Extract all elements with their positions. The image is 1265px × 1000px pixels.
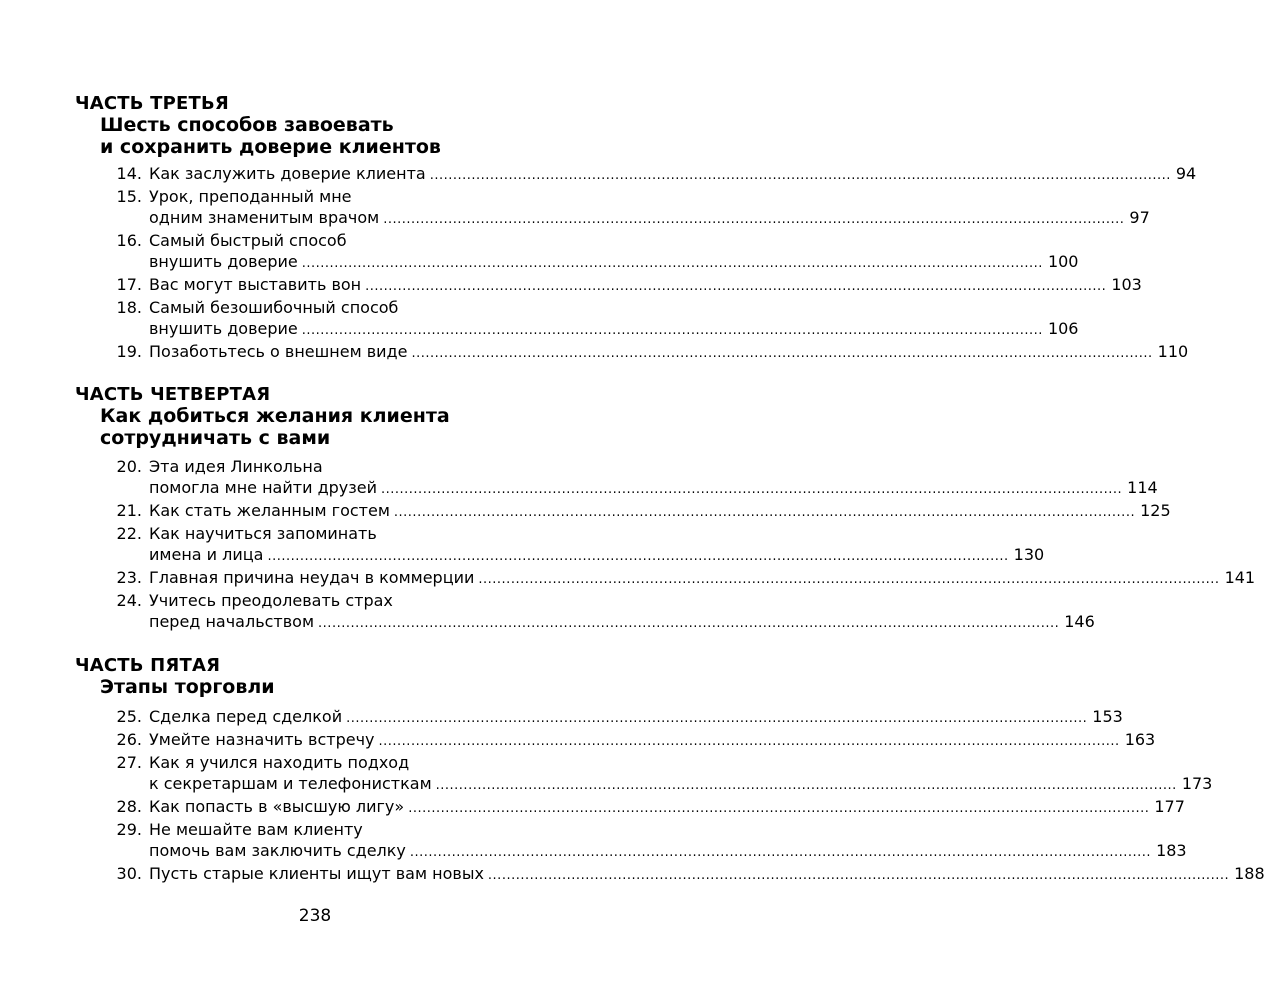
chapter-number: 16. [116, 231, 142, 250]
chapter-title-last-line [149, 773, 1213, 796]
chapter-title-line: Учитесь преодолевать страх [149, 591, 393, 610]
dot-leader: ................................................................................................................................................................ [409, 845, 1152, 860]
toc-entry [110, 274, 1142, 297]
chapter-title-last-line [149, 544, 1045, 567]
chapter-number: 30. [116, 864, 142, 883]
chapter-page-number: 141 [1224, 568, 1256, 587]
chapter-entry-body [149, 230, 1079, 274]
chapter-entry-body [149, 500, 1171, 523]
part-label: ЧАСТЬ ЧЕТВЕРТАЯ [75, 384, 271, 405]
chapter-title-text: перед начальством [149, 612, 315, 631]
chapter-title-text: Главная причина неудач в коммерции [149, 568, 475, 587]
dot-leader: ................................................................................................................................................................ [487, 868, 1230, 883]
part-header [75, 93, 575, 158]
dot-leader: ................................................................................................................................................................ [478, 572, 1220, 587]
chapter-entry-body [149, 163, 1197, 186]
chapter-page-number: 163 [1124, 730, 1156, 749]
chapter-title-line: Урок, преподанный мне [149, 187, 352, 206]
chapter-title-last-line [149, 341, 1189, 364]
chapter-page-number: 146 [1064, 612, 1095, 631]
chapter-title-text: Как стать желанным гостем [149, 501, 390, 520]
chapter-title-line: Самый быстрый способ [149, 231, 347, 250]
dot-leader: ................................................................................................................................................................ [383, 212, 1125, 227]
toc-entry [110, 297, 1079, 341]
chapter-number: 28. [116, 797, 142, 816]
chapter-title-line: Самый безошибочный способ [149, 298, 399, 317]
chapter-title-text: Вас могут выставить вон [149, 275, 362, 294]
chapter-number: 22. [116, 524, 142, 543]
part-title-line: сотрудничать с вами [100, 427, 331, 449]
chapter-title-line: Как я учился находить подход [149, 753, 410, 772]
chapter-entry-body [149, 297, 1079, 341]
part-header [75, 384, 575, 449]
chapter-number: 20. [116, 457, 142, 476]
chapter-page-number: 177 [1154, 797, 1185, 816]
dot-leader: ................................................................................................................................................................ [381, 482, 1123, 497]
chapter-title-text: помочь вам заключить сделку [149, 841, 406, 860]
toc-entry-list [110, 456, 1256, 634]
chapter-title-text: одним знаменитым врачом [149, 208, 380, 227]
chapter-page-number: 94 [1175, 164, 1197, 183]
page-number: 238 [298, 906, 332, 926]
chapter-title-last-line [149, 274, 1142, 297]
dot-leader: ................................................................................................................................................................ [301, 323, 1043, 338]
chapter-page-number: 188 [1234, 864, 1265, 883]
chapter-number: 19. [116, 342, 142, 361]
chapter-number: 26. [116, 730, 142, 749]
toc-entry [110, 752, 1213, 796]
chapter-entry-body [149, 590, 1095, 634]
chapter-title-text: Как попасть в «высшую лигу» [149, 797, 405, 816]
chapter-number: 15. [116, 187, 142, 206]
chapter-entry-body [149, 523, 1045, 567]
part-label: ЧАСТЬ ПЯТАЯ [75, 655, 221, 676]
chapter-page-number: 110 [1157, 342, 1189, 361]
toc-entry [110, 456, 1158, 500]
chapter-number: 18. [116, 298, 142, 317]
chapter-title-line: Не мешайте вам клиенту [149, 820, 363, 839]
chapter-number: 21. [116, 501, 142, 520]
toc-entry [110, 523, 1045, 567]
chapter-title-text: внушить доверие [149, 319, 298, 338]
chapter-page-number: 114 [1127, 478, 1158, 497]
toc-entry [110, 500, 1171, 523]
chapter-title-last-line [149, 500, 1171, 523]
toc-entry-list [110, 706, 1265, 886]
toc-entry [110, 186, 1150, 230]
chapter-number: 24. [116, 591, 142, 610]
chapter-entry-body [149, 863, 1265, 886]
chapter-page-number: 97 [1129, 208, 1150, 227]
chapter-title-text: к секретаршам и телефонисткам [149, 774, 432, 793]
chapter-title-last-line [149, 207, 1150, 230]
dot-leader: ................................................................................................................................................................ [378, 734, 1120, 749]
chapter-title-last-line [149, 567, 1256, 590]
chapter-page-number: 183 [1156, 841, 1187, 860]
dot-leader: ................................................................................................................................................................ [408, 801, 1150, 816]
chapter-title-last-line [149, 729, 1156, 752]
dot-leader: ................................................................................................................................................................ [429, 168, 1171, 183]
chapter-title-text: помогла мне найти друзей [149, 478, 377, 497]
toc-entry [110, 590, 1095, 634]
chapter-title-text: Умейте назначить встречу [149, 730, 375, 749]
dot-leader: ................................................................................................................................................................ [301, 256, 1043, 271]
chapter-title-line: Как научиться запоминать [149, 524, 377, 543]
chapter-title-text: имена и лица [149, 545, 264, 564]
chapter-title-last-line [149, 318, 1079, 341]
toc-entry [110, 341, 1189, 364]
toc-entry [110, 819, 1187, 863]
chapter-entry-body [149, 752, 1213, 796]
chapter-entry-body [149, 706, 1123, 729]
chapter-number: 29. [116, 820, 142, 839]
part-label: ЧАСТЬ ТРЕТЬЯ [75, 93, 229, 114]
chapter-entry-body [149, 341, 1189, 364]
part-header [75, 655, 575, 698]
chapter-title-line: Эта идея Линкольна [149, 457, 323, 476]
dot-leader: ................................................................................................................................................................ [365, 279, 1107, 294]
chapter-entry-body [149, 186, 1150, 230]
chapter-title-text: Пусть старые клиенты ищут вам новых [149, 864, 484, 883]
chapter-title-last-line [149, 863, 1265, 886]
dot-leader: ................................................................................................................................................................ [346, 711, 1088, 726]
part-title-line: Этапы торговли [100, 676, 275, 698]
chapter-title-last-line [149, 706, 1123, 729]
chapter-entry-body [149, 796, 1185, 819]
chapter-title-last-line [149, 163, 1197, 186]
dot-leader: ................................................................................................................................................................ [393, 505, 1136, 520]
toc-entry [110, 163, 1197, 186]
toc-entry [110, 863, 1265, 886]
toc-entry-list [110, 163, 1197, 364]
chapter-page-number: 100 [1047, 252, 1079, 271]
chapter-entry-body [149, 567, 1256, 590]
chapter-title-last-line [149, 840, 1187, 863]
chapter-entry-body [149, 819, 1187, 863]
chapter-title-last-line [149, 796, 1185, 819]
chapter-title-text: Как заслужить доверие клиента [149, 164, 426, 183]
chapter-entry-body [149, 274, 1142, 297]
chapter-title-last-line [149, 477, 1158, 500]
toc-entry [110, 230, 1079, 274]
toc-entry [110, 706, 1123, 729]
toc-entry [110, 567, 1256, 590]
chapter-page-number: 130 [1013, 545, 1045, 564]
chapter-title-text: Позаботьтесь о внешнем виде [149, 342, 408, 361]
chapter-number: 27. [116, 753, 142, 772]
chapter-page-number: 125 [1140, 501, 1171, 520]
dot-leader: ................................................................................................................................................................ [267, 549, 1009, 564]
chapter-number: 23. [116, 568, 142, 587]
chapter-title-text: внушить доверие [149, 252, 298, 271]
chapter-page-number: 173 [1181, 774, 1213, 793]
chapter-number: 17. [116, 275, 142, 294]
chapter-title-last-line [149, 251, 1079, 274]
part-title-line: и сохранить доверие клиентов [100, 136, 441, 158]
dot-leader: ................................................................................................................................................................ [411, 346, 1153, 361]
part-title-line: Как добиться желания клиента [100, 405, 450, 427]
chapter-entry-body [149, 456, 1158, 500]
chapter-page-number: 153 [1092, 707, 1123, 726]
chapter-number: 25. [116, 707, 142, 726]
chapter-page-number: 106 [1047, 319, 1079, 338]
dot-leader: ................................................................................................................................................................ [318, 616, 1060, 631]
chapter-number: 14. [116, 164, 142, 183]
toc-entry [110, 729, 1156, 752]
part-title-line: Шесть способов завоевать [100, 114, 394, 136]
dot-leader: ................................................................................................................................................................ [435, 778, 1177, 793]
toc-entry [110, 796, 1185, 819]
chapter-title-text: Сделка перед сделкой [149, 707, 343, 726]
chapter-title-last-line [149, 611, 1095, 634]
chapter-entry-body [149, 729, 1156, 752]
chapter-page-number: 103 [1111, 275, 1142, 294]
